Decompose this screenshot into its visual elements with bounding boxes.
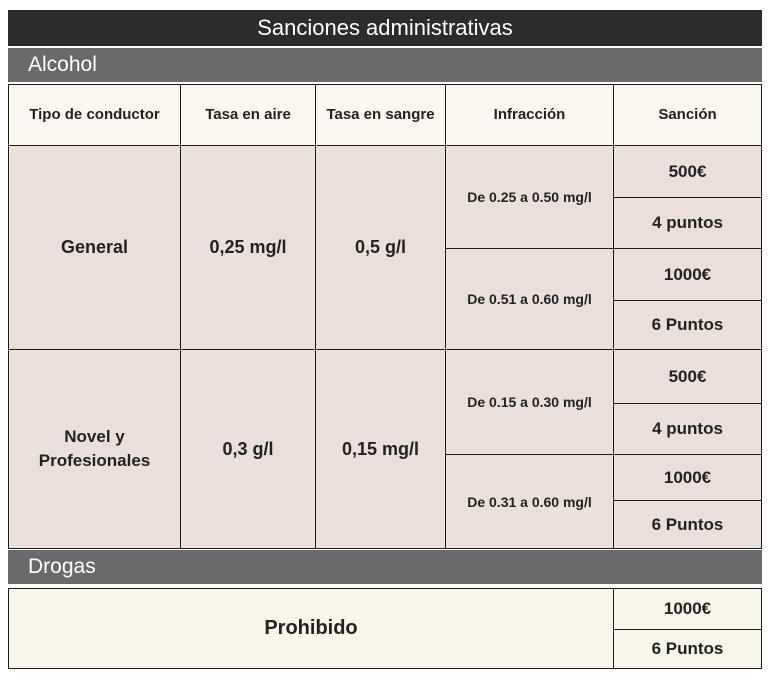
header-air-rate: Tasa en aire bbox=[180, 84, 316, 146]
drugs-points: 6 Puntos bbox=[613, 629, 762, 669]
section-alcohol: Alcohol bbox=[8, 48, 762, 82]
header-infraction: Infracción bbox=[445, 84, 614, 146]
sanction-fine: 1000€ bbox=[613, 248, 762, 301]
table-title: Sanciones administrativas bbox=[8, 10, 762, 46]
sanctions-table bbox=[8, 10, 762, 669]
blood-rate-novel: 0,15 mg/l bbox=[315, 349, 446, 549]
sanction-points: 6 Puntos bbox=[613, 300, 762, 350]
driver-type-novel-label: Novel y Profesionales bbox=[38, 427, 151, 470]
sanction-fine: 500€ bbox=[613, 349, 762, 404]
sanction-fine: 1000€ bbox=[613, 454, 762, 501]
infraction-range: De 0.51 a 0.60 mg/l bbox=[445, 248, 614, 350]
sanction-fine: 500€ bbox=[613, 145, 762, 198]
driver-type-general: General bbox=[8, 145, 181, 350]
air-rate-novel: 0,3 g/l bbox=[180, 349, 316, 549]
air-rate-general: 0,25 mg/l bbox=[180, 145, 316, 350]
sanction-points: 4 puntos bbox=[613, 197, 762, 249]
infraction-range: De 0.31 a 0.60 mg/l bbox=[445, 454, 614, 549]
drugs-fine: 1000€ bbox=[613, 588, 762, 630]
header-sanction: Sanción bbox=[613, 84, 762, 146]
driver-type-novel bbox=[8, 349, 181, 549]
infraction-range: De 0.15 a 0.30 mg/l bbox=[445, 349, 614, 455]
header-driver-type: Tipo de conductor bbox=[8, 84, 181, 146]
infraction-range: De 0.25 a 0.50 mg/l bbox=[445, 145, 614, 249]
blood-rate-general: 0,5 g/l bbox=[315, 145, 446, 350]
header-blood-rate: Tasa en sangre bbox=[315, 84, 446, 146]
sanction-points: 4 puntos bbox=[613, 403, 762, 455]
sanction-points: 6 Puntos bbox=[613, 500, 762, 549]
section-drogas: Drogas bbox=[8, 550, 762, 584]
drugs-status: Prohibido bbox=[8, 588, 614, 669]
